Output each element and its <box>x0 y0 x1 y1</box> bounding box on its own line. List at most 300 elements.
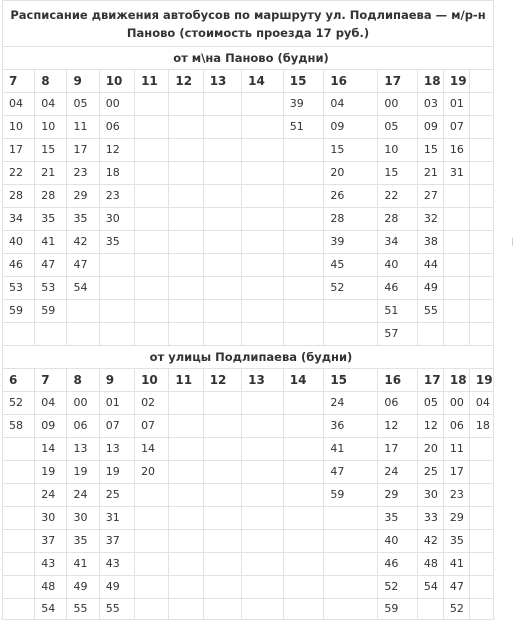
time-cell <box>242 553 284 576</box>
time-cell <box>469 300 493 323</box>
time-cell: 28 <box>378 208 418 231</box>
time-cell <box>242 576 284 599</box>
time-cell: 04 <box>324 93 378 116</box>
time-cell <box>324 507 378 530</box>
time-cell <box>469 277 493 300</box>
time-cell <box>417 323 443 346</box>
time-cell: 47 <box>67 254 99 277</box>
table-row <box>3 277 494 300</box>
section-1-heading: от м\на Паново (будни) <box>3 47 494 70</box>
time-cell: 02 <box>135 392 169 415</box>
hour-cell: 7 <box>35 369 67 392</box>
time-cell: 41 <box>67 553 99 576</box>
time-cell <box>169 576 203 599</box>
time-cell: 17 <box>443 461 469 484</box>
table-row <box>3 415 494 438</box>
time-cell: 53 <box>3 277 35 300</box>
time-cell <box>203 185 241 208</box>
hour-cell: 13 <box>242 369 284 392</box>
time-cell <box>3 553 35 576</box>
time-cell <box>169 507 203 530</box>
scroll-marker <box>512 238 513 246</box>
time-cell: 48 <box>35 576 67 599</box>
hour-cell: 11 <box>135 70 169 93</box>
time-cell <box>203 392 241 415</box>
time-cell: 29 <box>67 185 99 208</box>
time-cell <box>169 599 203 620</box>
time-cell <box>203 116 241 139</box>
time-cell <box>242 231 284 254</box>
time-cell <box>3 576 35 599</box>
table-row <box>3 599 494 620</box>
time-cell: 26 <box>324 185 378 208</box>
time-cell: 31 <box>443 162 469 185</box>
time-cell: 49 <box>99 576 134 599</box>
time-cell <box>203 576 241 599</box>
time-cell <box>283 185 324 208</box>
hour-cell: 9 <box>67 70 99 93</box>
time-cell: 13 <box>99 438 134 461</box>
time-cell <box>203 277 241 300</box>
time-cell: 42 <box>417 530 443 553</box>
time-cell <box>469 576 493 599</box>
time-cell <box>283 277 324 300</box>
time-cell: 19 <box>35 461 67 484</box>
time-cell: 00 <box>443 392 469 415</box>
time-cell: 55 <box>67 599 99 620</box>
hour-cell: 16 <box>378 369 418 392</box>
table-row <box>3 231 494 254</box>
time-cell: 07 <box>135 415 169 438</box>
time-cell <box>135 93 169 116</box>
time-cell <box>242 185 284 208</box>
time-cell: 25 <box>417 461 443 484</box>
time-cell <box>203 139 241 162</box>
time-cell: 46 <box>378 277 418 300</box>
time-cell: 30 <box>35 507 67 530</box>
table-row <box>3 93 494 116</box>
hour-cell: 19 <box>469 369 493 392</box>
time-cell <box>135 185 169 208</box>
time-cell <box>324 300 378 323</box>
time-cell: 21 <box>417 162 443 185</box>
time-cell: 24 <box>324 392 378 415</box>
time-cell: 54 <box>35 599 67 620</box>
page-right-edge <box>508 0 517 604</box>
time-cell: 47 <box>35 254 67 277</box>
time-cell: 52 <box>378 576 418 599</box>
time-cell: 38 <box>417 231 443 254</box>
time-cell <box>443 208 469 231</box>
time-cell <box>3 438 35 461</box>
time-cell: 39 <box>283 93 324 116</box>
time-cell: 25 <box>99 484 134 507</box>
time-cell <box>203 300 241 323</box>
time-cell <box>242 93 284 116</box>
time-cell: 35 <box>378 507 418 530</box>
time-cell: 09 <box>417 116 443 139</box>
time-cell: 09 <box>324 116 378 139</box>
time-cell <box>203 484 241 507</box>
time-cell <box>3 484 35 507</box>
time-cell: 41 <box>324 438 378 461</box>
hour-cell: 14 <box>283 369 324 392</box>
time-cell <box>135 139 169 162</box>
time-cell <box>242 300 284 323</box>
time-cell <box>242 208 284 231</box>
time-cell <box>417 599 443 620</box>
time-cell <box>135 484 169 507</box>
time-cell: 05 <box>417 392 443 415</box>
time-cell: 04 <box>469 392 493 415</box>
time-cell: 28 <box>324 208 378 231</box>
time-cell <box>283 599 324 620</box>
time-cell: 48 <box>417 553 443 576</box>
time-cell: 58 <box>3 415 35 438</box>
table-row <box>3 553 494 576</box>
time-cell: 15 <box>35 139 67 162</box>
time-cell <box>135 553 169 576</box>
time-cell <box>324 323 378 346</box>
time-cell <box>169 139 203 162</box>
section-1-hours-row <box>3 70 494 93</box>
time-cell <box>203 231 241 254</box>
time-cell <box>469 323 493 346</box>
time-cell <box>469 116 493 139</box>
time-cell: 10 <box>35 116 67 139</box>
time-cell <box>99 277 134 300</box>
time-cell: 17 <box>3 139 35 162</box>
schedule-title <box>3 1 494 47</box>
time-cell <box>469 208 493 231</box>
time-cell <box>283 254 324 277</box>
time-cell <box>3 461 35 484</box>
time-cell <box>169 415 203 438</box>
time-cell <box>242 162 284 185</box>
time-cell: 17 <box>378 438 418 461</box>
time-cell <box>135 599 169 620</box>
time-cell <box>283 415 324 438</box>
time-cell: 35 <box>67 208 99 231</box>
time-cell: 46 <box>378 553 418 576</box>
schedule-title-line2: Паново (стоимость проезда 17 руб.) <box>126 26 370 40</box>
time-cell: 01 <box>99 392 134 415</box>
time-cell: 35 <box>99 231 134 254</box>
time-cell <box>443 300 469 323</box>
time-cell: 06 <box>443 415 469 438</box>
time-cell <box>469 254 493 277</box>
time-cell: 30 <box>67 507 99 530</box>
time-cell <box>242 507 284 530</box>
time-cell: 07 <box>99 415 134 438</box>
time-cell <box>135 507 169 530</box>
time-cell: 39 <box>324 231 378 254</box>
time-cell <box>203 208 241 231</box>
time-cell <box>283 507 324 530</box>
time-cell: 20 <box>417 438 443 461</box>
time-cell <box>469 507 493 530</box>
time-cell <box>443 323 469 346</box>
time-cell <box>324 576 378 599</box>
time-cell <box>203 530 241 553</box>
hour-cell: 15 <box>324 369 378 392</box>
time-cell <box>35 323 67 346</box>
time-cell: 54 <box>417 576 443 599</box>
time-cell <box>242 392 284 415</box>
time-cell: 29 <box>378 484 418 507</box>
time-cell <box>469 530 493 553</box>
time-cell: 07 <box>443 116 469 139</box>
table-row <box>3 461 494 484</box>
time-cell: 29 <box>443 507 469 530</box>
time-cell <box>99 300 134 323</box>
time-cell <box>169 93 203 116</box>
time-cell: 04 <box>35 392 67 415</box>
time-cell <box>469 231 493 254</box>
time-cell: 43 <box>35 553 67 576</box>
time-cell <box>469 162 493 185</box>
time-cell <box>67 300 99 323</box>
time-cell: 17 <box>67 139 99 162</box>
table-row <box>3 185 494 208</box>
time-cell <box>169 185 203 208</box>
time-cell: 00 <box>67 392 99 415</box>
time-cell <box>169 392 203 415</box>
time-cell <box>324 553 378 576</box>
time-cell <box>169 277 203 300</box>
time-cell <box>3 323 35 346</box>
time-cell: 23 <box>443 484 469 507</box>
table-row <box>3 576 494 599</box>
time-cell: 04 <box>3 93 35 116</box>
time-cell <box>283 300 324 323</box>
time-cell: 27 <box>417 185 443 208</box>
time-cell: 31 <box>99 507 134 530</box>
time-cell <box>203 438 241 461</box>
time-cell: 30 <box>99 208 134 231</box>
time-cell: 13 <box>67 438 99 461</box>
hour-cell: 17 <box>417 369 443 392</box>
hour-cell: 14 <box>242 70 284 93</box>
hour-cell: 13 <box>203 70 241 93</box>
time-cell <box>3 599 35 620</box>
table-row <box>3 254 494 277</box>
time-cell: 24 <box>378 461 418 484</box>
time-cell <box>283 162 324 185</box>
time-cell <box>283 392 324 415</box>
time-cell <box>135 530 169 553</box>
time-cell: 45 <box>324 254 378 277</box>
time-cell: 30 <box>417 484 443 507</box>
time-cell: 59 <box>324 484 378 507</box>
time-cell: 41 <box>443 553 469 576</box>
time-cell: 20 <box>135 461 169 484</box>
time-cell: 47 <box>443 576 469 599</box>
time-cell: 15 <box>324 139 378 162</box>
time-cell: 01 <box>443 93 469 116</box>
time-cell: 12 <box>417 415 443 438</box>
table-row <box>3 530 494 553</box>
section-2-heading-row <box>3 346 494 369</box>
time-cell: 28 <box>3 185 35 208</box>
time-cell: 10 <box>3 116 35 139</box>
time-cell: 14 <box>135 438 169 461</box>
time-cell: 21 <box>35 162 67 185</box>
time-cell: 51 <box>378 300 418 323</box>
time-cell: 52 <box>3 392 35 415</box>
time-cell: 20 <box>324 162 378 185</box>
time-cell: 59 <box>35 300 67 323</box>
time-cell <box>169 254 203 277</box>
time-cell <box>169 484 203 507</box>
time-cell: 06 <box>99 116 134 139</box>
time-cell: 49 <box>417 277 443 300</box>
time-cell <box>169 116 203 139</box>
hour-cell: 7 <box>3 70 35 93</box>
section-2-hours-row <box>3 369 494 392</box>
time-cell <box>283 553 324 576</box>
time-cell: 40 <box>3 231 35 254</box>
table-row <box>3 438 494 461</box>
time-cell: 54 <box>67 277 99 300</box>
time-cell: 52 <box>443 599 469 620</box>
hour-cell: 10 <box>99 70 134 93</box>
time-cell: 00 <box>99 93 134 116</box>
time-cell: 37 <box>35 530 67 553</box>
time-cell <box>135 231 169 254</box>
time-cell: 40 <box>378 530 418 553</box>
time-cell: 14 <box>35 438 67 461</box>
time-cell: 12 <box>378 415 418 438</box>
time-cell <box>169 553 203 576</box>
time-cell <box>469 438 493 461</box>
table-row <box>3 484 494 507</box>
time-cell: 36 <box>324 415 378 438</box>
time-cell: 49 <box>67 576 99 599</box>
section-1-heading-row <box>3 47 494 70</box>
time-cell: 59 <box>378 599 418 620</box>
time-cell: 42 <box>67 231 99 254</box>
time-cell: 51 <box>283 116 324 139</box>
time-cell: 11 <box>67 116 99 139</box>
time-cell <box>469 139 493 162</box>
schedule-table <box>2 0 494 620</box>
time-cell: 15 <box>378 162 418 185</box>
time-cell: 24 <box>67 484 99 507</box>
hour-cell: 12 <box>203 369 241 392</box>
time-cell <box>135 277 169 300</box>
time-cell <box>135 162 169 185</box>
time-cell <box>283 139 324 162</box>
time-cell <box>469 553 493 576</box>
time-cell: 35 <box>67 530 99 553</box>
table-row <box>3 323 494 346</box>
time-cell <box>283 576 324 599</box>
time-cell <box>135 116 169 139</box>
time-cell: 24 <box>35 484 67 507</box>
time-cell: 05 <box>67 93 99 116</box>
time-cell <box>203 93 241 116</box>
time-cell <box>169 208 203 231</box>
time-cell: 11 <box>443 438 469 461</box>
time-cell <box>283 231 324 254</box>
hour-cell: 10 <box>135 369 169 392</box>
time-cell <box>469 185 493 208</box>
time-cell: 09 <box>35 415 67 438</box>
time-cell <box>169 162 203 185</box>
time-cell: 19 <box>67 461 99 484</box>
time-cell <box>3 507 35 530</box>
time-cell: 44 <box>417 254 443 277</box>
hour-cell: 15 <box>283 70 324 93</box>
time-cell: 23 <box>99 185 134 208</box>
table-row <box>3 507 494 530</box>
time-cell: 55 <box>99 599 134 620</box>
time-cell: 05 <box>378 116 418 139</box>
time-cell: 06 <box>67 415 99 438</box>
time-cell: 46 <box>3 254 35 277</box>
time-cell <box>469 461 493 484</box>
table-row <box>3 392 494 415</box>
time-cell: 06 <box>378 392 418 415</box>
time-cell: 55 <box>417 300 443 323</box>
time-cell <box>169 323 203 346</box>
time-cell: 34 <box>378 231 418 254</box>
table-row <box>3 162 494 185</box>
hour-cell: 9 <box>99 369 134 392</box>
time-cell <box>203 507 241 530</box>
time-cell: 53 <box>35 277 67 300</box>
time-cell <box>242 530 284 553</box>
hour-cell: 18 <box>443 369 469 392</box>
time-cell <box>242 139 284 162</box>
time-cell <box>203 162 241 185</box>
table-row <box>3 208 494 231</box>
hour-cell: 18 <box>417 70 443 93</box>
time-cell: 18 <box>469 415 493 438</box>
time-cell <box>169 530 203 553</box>
time-cell: 35 <box>35 208 67 231</box>
time-cell <box>242 438 284 461</box>
time-cell: 23 <box>67 162 99 185</box>
schedule-title-line1: Расписание движения автобусов по маршруту ул. Подлипаева — м/р-н <box>10 8 486 22</box>
time-cell <box>242 323 284 346</box>
time-cell <box>324 599 378 620</box>
time-cell <box>469 599 493 620</box>
time-cell: 22 <box>3 162 35 185</box>
time-cell: 57 <box>378 323 418 346</box>
time-cell <box>283 484 324 507</box>
time-cell <box>169 300 203 323</box>
time-cell: 15 <box>417 139 443 162</box>
table-row <box>3 300 494 323</box>
time-cell <box>67 323 99 346</box>
hour-cell: 12 <box>169 70 203 93</box>
time-cell: 12 <box>99 139 134 162</box>
time-cell: 59 <box>3 300 35 323</box>
time-cell: 34 <box>3 208 35 231</box>
time-cell <box>203 461 241 484</box>
time-cell <box>99 323 134 346</box>
time-cell: 41 <box>35 231 67 254</box>
time-cell <box>135 323 169 346</box>
time-cell: 18 <box>99 162 134 185</box>
time-cell <box>283 323 324 346</box>
time-cell: 37 <box>99 530 134 553</box>
time-cell <box>242 415 284 438</box>
time-cell <box>169 438 203 461</box>
time-cell <box>203 415 241 438</box>
